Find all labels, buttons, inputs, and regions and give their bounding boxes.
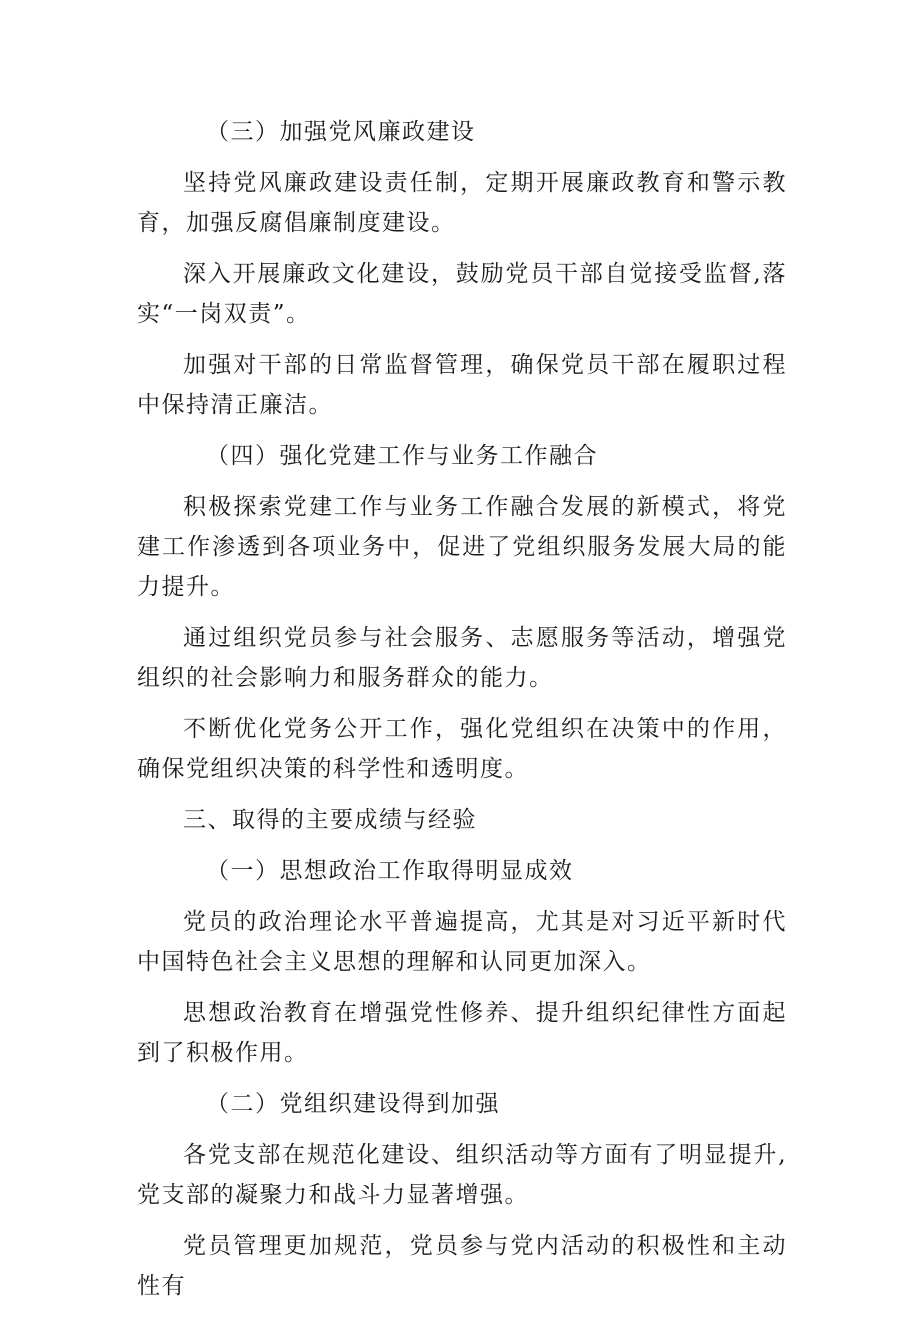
chapter-heading-3: 三、取得的主要成绩与经验 [183, 807, 477, 833]
paragraph: 各党支部在规范化建设、组织活动等方面有了明显提升,党支部的凝聚力和战斗力显著增强。 [137, 1142, 787, 1208]
paragraph: 通过组织党员参与社会服务、志愿服务等活动，增强党组织的社会影响力和服务群众的能力。 [137, 625, 787, 691]
paragraph: 坚持党风廉政建设责任制，定期开展廉政教育和警示教育，加强反腐倡廉制度建设。 [137, 170, 787, 236]
document-body [137, 112, 787, 1317]
paragraph: 思想政治教育在增强党性修养、提升组织纪律性方面起到了积极作用。 [137, 1000, 787, 1066]
section-heading-2: （二）党组织建设得到加强 [206, 1091, 500, 1117]
paragraph: 深入开展廉政文化建设，鼓励党员干部自觉接受监督,落实“一岗双责”。 [137, 261, 787, 327]
section-heading-1: （一）思想政治工作取得明显成效 [206, 858, 574, 884]
paragraph: 积极探索党建工作与业务工作融合发展的新模式，将党建工作渗透到各项业务中，促进了党组织服务发展大局的能力提升。 [137, 494, 787, 600]
paragraph: 党员的政治理论水平普遍提高，尤其是对习近平新时代中国特色社会主义思想的理解和认同更加深入。 [137, 909, 787, 975]
section-heading-3: （三）加强党风廉政建设 [206, 119, 476, 145]
paragraph: 加强对干部的日常监督管理，确保党员干部在履职过程中保持清正廉洁。 [137, 352, 787, 418]
paragraph: 党员管理更加规范，党员参与党内活动的积极性和主动性有 [137, 1233, 787, 1299]
section-heading-4: （四）强化党建工作与业务工作融合 [206, 443, 598, 469]
paragraph: 不断优化党务公开工作，强化党组织在决策中的作用，确保党组织决策的科学性和透明度。 [137, 716, 787, 782]
